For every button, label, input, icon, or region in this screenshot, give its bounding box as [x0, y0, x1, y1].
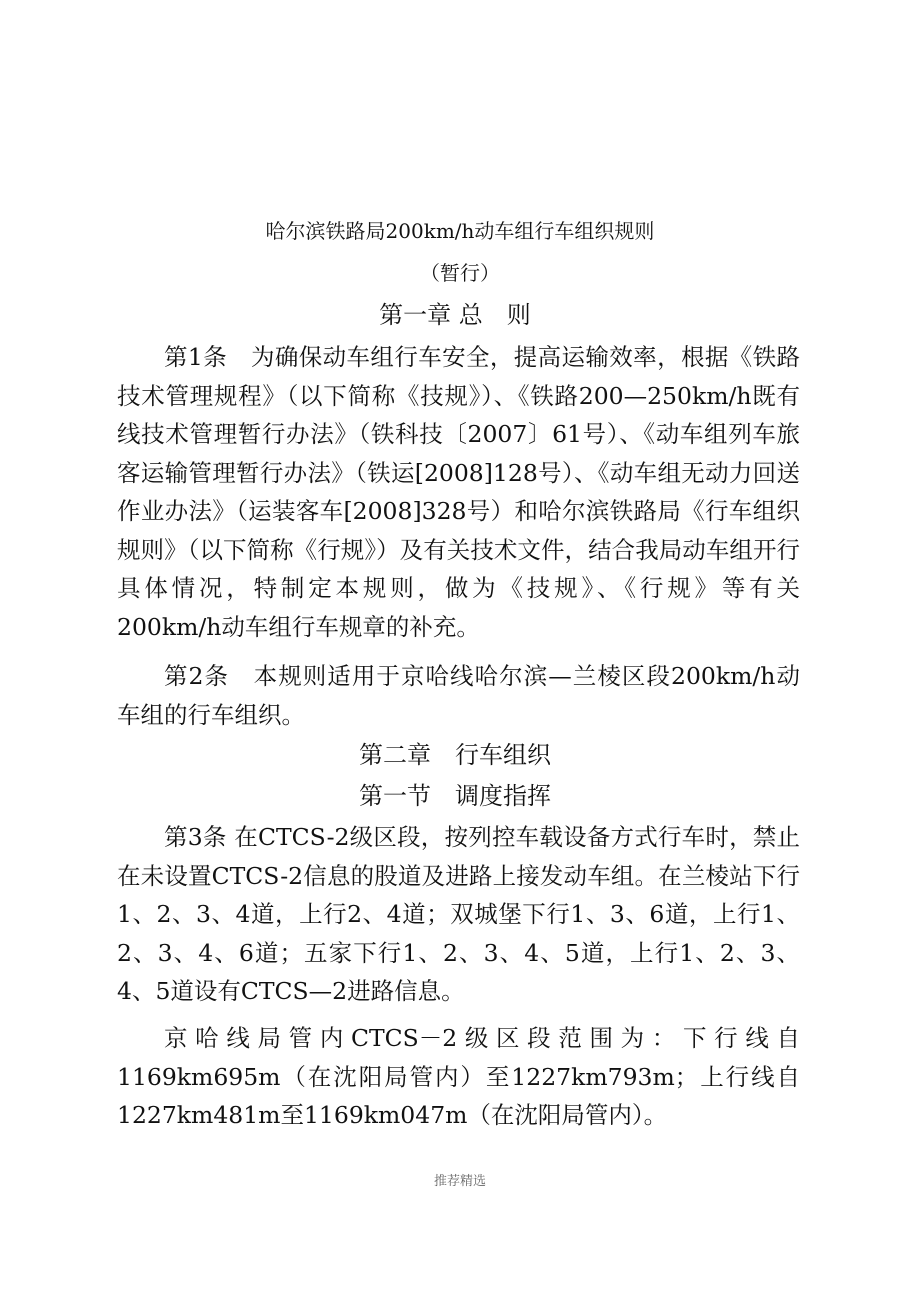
chapter-heading: 第二章 行车组织 [359, 741, 551, 769]
document-title-suffix: （暂行） [420, 261, 500, 285]
page-footer: 推荐精选 [433, 1174, 486, 1189]
article-paragraph: 第3条 在CTCS-2级区段，按列控车载设备方式行车时，禁止在未设置CTCS-2信息的股道及进路上接发动车组。在兰棱站下行1、2、3、4道，上行2、4道；双城堡下行1、3、6道，上行1、2、3、4、6道；五家下行1、2、3、4、5道，上行1、2、3、4、5道设有CTCS—2进路信息。 [117, 823, 800, 1005]
document-title: 哈尔滨铁路局200km/h动车组行车组织规则 [265, 219, 655, 243]
chapter-heading: 第一章 总 则 [379, 301, 531, 329]
section-heading: 第一节 调度指挥 [359, 782, 551, 810]
article-paragraph: 第2条 本规则适用于京哈线哈尔滨—兰棱区段200km/h动车组的行车组织。 [117, 662, 800, 729]
article-paragraph: 京哈线局管内CTCS－2级区段范围为：下行线自1169km695m（在沈阳局管内）至1227km793m；上行线自1227km481m至1169km047m（在沈阳局管内）。 [117, 1024, 800, 1129]
article-paragraph: 第1条 为确保动车组行车安全，提高运输效率，根据《铁路技术管理规程》（以下简称《技规》）、《铁路200—250km/h既有线技术管理暂行办法》（铁科技〔2007〕61号）、《动车组列车旅客运输管理暂行办法》（铁运[2008]128号）、《动车组无动力回送作业办法》（运装客车[2008]328号）和哈尔滨铁路局《行车组织规则》（以下简称《行规》）及有关技术文件，结合我局动车组开行具体情况，特制定本规则，做为《技规》、《行规》等有关200km/h动车组行车规章的补充。 [117, 343, 800, 641]
